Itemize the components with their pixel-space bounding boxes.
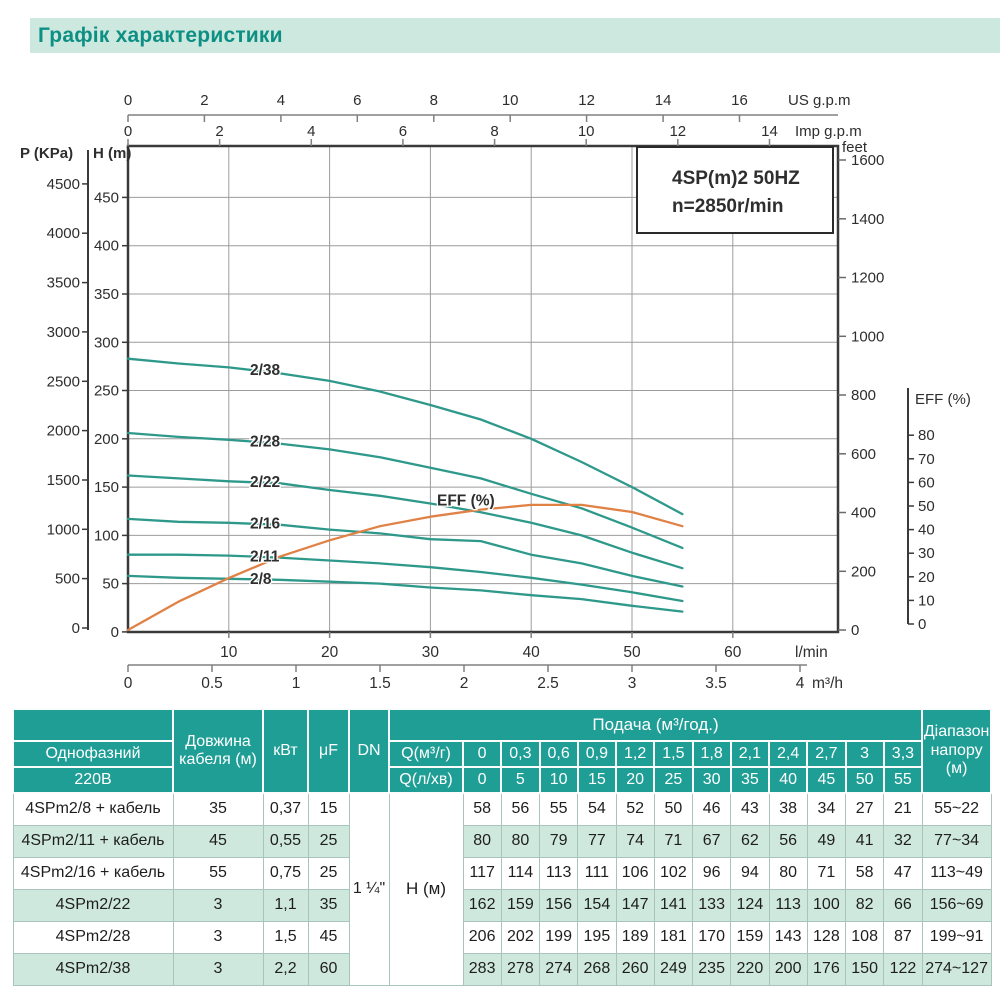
cell-head-value: 159 bbox=[501, 889, 539, 921]
chart-info-box bbox=[637, 147, 833, 233]
header-q-lmin-label: Q(л/хв) bbox=[389, 767, 463, 793]
header-q-lmin-value: 0 bbox=[463, 767, 501, 793]
header-q-lmin-value: 45 bbox=[807, 767, 845, 793]
cell-head-value: 74 bbox=[616, 825, 654, 857]
cell-head-value: 41 bbox=[846, 825, 884, 857]
svg-text:50: 50 bbox=[918, 498, 935, 515]
svg-text:6: 6 bbox=[353, 92, 362, 109]
table-row bbox=[13, 953, 991, 985]
header-phase-bottom: 220В bbox=[13, 767, 173, 793]
cell-head-value: 147 bbox=[616, 889, 654, 921]
svg-text:50: 50 bbox=[623, 644, 641, 661]
cell-model: 4SPm2/11 + кабель bbox=[13, 825, 173, 857]
cell-uf: 25 bbox=[308, 825, 349, 857]
cell-head-value: 56 bbox=[501, 793, 539, 825]
svg-text:0: 0 bbox=[918, 616, 927, 633]
svg-text:3000: 3000 bbox=[46, 323, 80, 341]
axis-feet bbox=[838, 139, 884, 639]
cell-head-value: 159 bbox=[731, 921, 769, 953]
axis-eff bbox=[908, 388, 971, 633]
svg-text:2: 2 bbox=[215, 123, 224, 140]
svg-text:10: 10 bbox=[501, 92, 519, 109]
svg-text:2/11: 2/11 bbox=[250, 548, 280, 566]
table-header-row-qlmin bbox=[13, 767, 991, 793]
axis-m3h bbox=[124, 665, 843, 692]
svg-text:EFF (%): EFF (%) bbox=[437, 492, 495, 510]
svg-text:m³/h: m³/h bbox=[812, 675, 843, 692]
header-q-lmin-value: 25 bbox=[654, 767, 692, 793]
svg-text:14: 14 bbox=[654, 92, 672, 109]
table-row bbox=[13, 793, 991, 825]
cell-head-value: 79 bbox=[540, 825, 578, 857]
svg-text:60: 60 bbox=[918, 474, 935, 492]
header-q-lmin-value: 15 bbox=[578, 767, 616, 793]
cell-head-range: 274~127 bbox=[922, 953, 991, 985]
header-phase-top: Однофазний bbox=[13, 741, 173, 767]
cell-kw: 1,5 bbox=[263, 921, 308, 953]
cell-head-value: 189 bbox=[616, 921, 654, 953]
cell-head-value: 34 bbox=[807, 793, 845, 825]
header-q-lmin-value: 30 bbox=[693, 767, 731, 793]
header-q-m3-value: 0,3 bbox=[501, 741, 539, 767]
cell-head-range: 156~69 bbox=[922, 889, 991, 921]
svg-text:30: 30 bbox=[918, 545, 935, 563]
header-q-lmin-value: 40 bbox=[769, 767, 807, 793]
cell-cable-length: 3 bbox=[173, 921, 263, 953]
cell-head-value: 43 bbox=[731, 793, 769, 825]
cell-model: 4SPm2/8 + кабель bbox=[13, 793, 173, 825]
svg-text:l/min: l/min bbox=[795, 644, 828, 661]
svg-text:2.5: 2.5 bbox=[537, 675, 559, 692]
header-q-lmin-value: 55 bbox=[884, 767, 922, 793]
svg-text:4: 4 bbox=[307, 123, 316, 140]
svg-text:100: 100 bbox=[93, 527, 119, 545]
table-row bbox=[13, 825, 991, 857]
svg-text:300: 300 bbox=[93, 334, 119, 352]
cell-head-value: 58 bbox=[846, 857, 884, 889]
svg-text:n=2850r/min: n=2850r/min bbox=[672, 196, 784, 217]
axis-lmin bbox=[220, 632, 828, 661]
cell-head-value: 249 bbox=[654, 953, 692, 985]
cell-uf: 45 bbox=[308, 921, 349, 953]
svg-text:1500: 1500 bbox=[46, 472, 80, 489]
header-phase-spacer bbox=[13, 709, 173, 741]
svg-text:H (m): H (m) bbox=[93, 145, 132, 162]
svg-text:14: 14 bbox=[761, 123, 778, 140]
svg-text:70: 70 bbox=[918, 450, 935, 468]
cell-head-value: 150 bbox=[846, 953, 884, 985]
cell-head-value: 108 bbox=[846, 921, 884, 953]
header-kw: кВт bbox=[263, 709, 308, 793]
svg-text:60: 60 bbox=[724, 644, 742, 661]
cell-cable-length: 35 bbox=[173, 793, 263, 825]
cell-head-value: 122 bbox=[884, 953, 922, 985]
svg-text:0: 0 bbox=[851, 622, 860, 639]
header-q-m3-value: 0,6 bbox=[540, 741, 578, 767]
svg-text:1600: 1600 bbox=[851, 152, 885, 169]
cell-head-value: 141 bbox=[654, 889, 692, 921]
table-row bbox=[13, 921, 991, 953]
svg-text:40: 40 bbox=[918, 521, 935, 539]
svg-text:2: 2 bbox=[459, 675, 469, 692]
svg-text:4: 4 bbox=[276, 92, 286, 109]
cell-head-value: 260 bbox=[616, 953, 654, 985]
svg-text:0: 0 bbox=[123, 92, 133, 109]
cell-head-value: 54 bbox=[578, 793, 616, 825]
cell-head-value: 274 bbox=[540, 953, 578, 985]
header-q-lmin-value: 50 bbox=[846, 767, 884, 793]
cell-kw: 1,1 bbox=[263, 889, 308, 921]
header-q-m3-value: 2,4 bbox=[769, 741, 807, 767]
cell-head-value: 133 bbox=[693, 889, 731, 921]
svg-text:4000: 4000 bbox=[46, 225, 80, 243]
header-q-m3-value: 1,5 bbox=[654, 741, 692, 767]
cell-head-range: 113~49 bbox=[922, 857, 991, 889]
cell-head-value: 156 bbox=[540, 889, 578, 921]
header-head-range: Діапазон напору (м) bbox=[922, 709, 991, 793]
svg-text:6: 6 bbox=[398, 123, 408, 140]
axis-imp-gpm bbox=[124, 123, 862, 146]
cell-head-value: 128 bbox=[807, 921, 845, 953]
cell-uf: 15 bbox=[308, 793, 349, 825]
cell-uf: 60 bbox=[308, 953, 349, 985]
svg-text:0: 0 bbox=[71, 620, 80, 637]
header-q-m3-value: 2,7 bbox=[807, 741, 845, 767]
header-flow-title: Подача (м³/год.) bbox=[389, 709, 922, 741]
svg-text:0: 0 bbox=[123, 123, 133, 140]
cell-h-label: Н (м) bbox=[389, 793, 463, 985]
svg-text:8: 8 bbox=[490, 123, 499, 140]
cell-head-value: 56 bbox=[769, 825, 807, 857]
svg-text:EFF (%): EFF (%) bbox=[915, 391, 971, 408]
svg-text:1.5: 1.5 bbox=[369, 675, 391, 692]
cell-head-value: 113 bbox=[769, 889, 807, 921]
cell-head-value: 206 bbox=[463, 921, 501, 953]
header-dn: DN bbox=[349, 709, 389, 793]
cell-head-value: 114 bbox=[501, 857, 539, 889]
svg-text:12: 12 bbox=[578, 92, 595, 109]
cell-head-value: 176 bbox=[807, 953, 845, 985]
svg-text:3.5: 3.5 bbox=[705, 675, 727, 692]
header-cable-length: Довжина кабеля (м) bbox=[173, 709, 263, 793]
cell-kw: 2,2 bbox=[263, 953, 308, 985]
svg-text:80: 80 bbox=[918, 427, 935, 445]
cell-model: 4SPm2/16 + кабель bbox=[13, 857, 173, 889]
page-title: Графік характеристики bbox=[38, 23, 283, 47]
cell-head-value: 100 bbox=[807, 889, 845, 921]
cell-uf: 25 bbox=[308, 857, 349, 889]
table-header-row-flow bbox=[13, 709, 991, 741]
svg-text:feet: feet bbox=[842, 139, 868, 156]
cell-head-value: 47 bbox=[884, 857, 922, 889]
cell-kw: 0,55 bbox=[263, 825, 308, 857]
cell-cable-length: 3 bbox=[173, 889, 263, 921]
pump-spec-table bbox=[12, 708, 992, 986]
svg-text:8: 8 bbox=[429, 92, 438, 109]
cell-head-value: 199 bbox=[540, 921, 578, 953]
cell-head-value: 268 bbox=[578, 953, 616, 985]
cell-model: 4SPm2/22 bbox=[13, 889, 173, 921]
axis-p-kpa bbox=[20, 145, 88, 637]
cell-cable-length: 45 bbox=[173, 825, 263, 857]
cell-head-value: 66 bbox=[884, 889, 922, 921]
svg-text:1400: 1400 bbox=[851, 210, 885, 228]
svg-text:2/16: 2/16 bbox=[250, 515, 281, 533]
svg-text:250: 250 bbox=[93, 382, 119, 400]
cell-head-value: 278 bbox=[501, 953, 539, 985]
svg-text:350: 350 bbox=[93, 286, 119, 303]
svg-text:2/22: 2/22 bbox=[250, 474, 281, 492]
cell-head-value: 94 bbox=[731, 857, 769, 889]
cell-head-value: 27 bbox=[846, 793, 884, 825]
header-q-m3-value: 1,8 bbox=[693, 741, 731, 767]
svg-text:10: 10 bbox=[918, 592, 935, 610]
svg-text:2: 2 bbox=[200, 92, 209, 109]
cell-head-value: 52 bbox=[616, 793, 654, 825]
svg-text:200: 200 bbox=[93, 430, 119, 448]
cell-head-value: 102 bbox=[654, 857, 692, 889]
svg-text:0: 0 bbox=[123, 675, 133, 692]
cell-kw: 0,37 bbox=[263, 793, 308, 825]
cell-head-value: 113 bbox=[540, 857, 578, 889]
cell-head-value: 55 bbox=[540, 793, 578, 825]
cell-head-value: 220 bbox=[731, 953, 769, 985]
header-q-lmin-value: 5 bbox=[501, 767, 539, 793]
cell-head-value: 235 bbox=[693, 953, 731, 985]
cell-head-range: 199~91 bbox=[922, 921, 991, 953]
svg-text:16: 16 bbox=[731, 92, 748, 109]
svg-text:450: 450 bbox=[93, 189, 119, 207]
cell-model: 4SPm2/38 bbox=[13, 953, 173, 985]
cell-head-value: 154 bbox=[578, 889, 616, 921]
cell-head-value: 170 bbox=[693, 921, 731, 953]
cell-head-value: 67 bbox=[693, 825, 731, 857]
cell-head-value: 96 bbox=[693, 857, 731, 889]
header-q-lmin-value: 20 bbox=[616, 767, 654, 793]
svg-text:30: 30 bbox=[421, 644, 440, 661]
table-row bbox=[13, 857, 991, 889]
cell-head-value: 111 bbox=[578, 857, 616, 889]
svg-text:600: 600 bbox=[851, 445, 877, 463]
svg-text:3: 3 bbox=[627, 675, 637, 692]
svg-text:2/38: 2/38 bbox=[250, 361, 281, 379]
svg-text:1200: 1200 bbox=[851, 269, 885, 287]
cell-head-value: 80 bbox=[501, 825, 539, 857]
header-q-lmin-value: 10 bbox=[540, 767, 578, 793]
axis-us-gpm bbox=[124, 92, 851, 122]
cell-head-value: 202 bbox=[501, 921, 539, 953]
header-q-m3-value: 2,1 bbox=[731, 741, 769, 767]
svg-text:200: 200 bbox=[851, 563, 877, 581]
cell-head-value: 49 bbox=[807, 825, 845, 857]
cell-head-value: 87 bbox=[884, 921, 922, 953]
svg-text:P (KPa): P (KPa) bbox=[20, 145, 74, 162]
svg-text:12: 12 bbox=[669, 123, 687, 140]
head-curves bbox=[128, 359, 682, 612]
cell-head-range: 55~22 bbox=[922, 793, 991, 825]
svg-text:2000: 2000 bbox=[46, 422, 80, 440]
svg-text:2/8: 2/8 bbox=[250, 571, 272, 589]
cell-head-value: 71 bbox=[654, 825, 692, 857]
svg-text:4SP(m)2 50HZ: 4SP(m)2 50HZ bbox=[672, 168, 800, 189]
table-row bbox=[13, 889, 991, 921]
cell-head-value: 80 bbox=[463, 825, 501, 857]
header-q-m3-value: 3 bbox=[846, 741, 884, 767]
pump-performance-chart bbox=[0, 80, 1000, 705]
svg-text:20: 20 bbox=[918, 568, 935, 586]
page-title-band bbox=[30, 18, 1000, 53]
cell-head-value: 46 bbox=[693, 793, 731, 825]
cell-head-value: 143 bbox=[769, 921, 807, 953]
cell-head-value: 50 bbox=[654, 793, 692, 825]
svg-text:1: 1 bbox=[291, 675, 301, 692]
svg-text:4: 4 bbox=[795, 675, 805, 692]
cell-model: 4SPm2/28 bbox=[13, 921, 173, 953]
header-q-m3-value: 3,3 bbox=[884, 741, 922, 767]
svg-text:800: 800 bbox=[851, 387, 877, 404]
svg-text:3500: 3500 bbox=[46, 274, 80, 292]
cell-head-value: 106 bbox=[616, 857, 654, 889]
cell-head-range: 77~34 bbox=[922, 825, 991, 857]
cell-head-value: 71 bbox=[807, 857, 845, 889]
table-header-row-qm3 bbox=[13, 741, 991, 767]
cell-head-value: 80 bbox=[769, 857, 807, 889]
cell-head-value: 21 bbox=[884, 793, 922, 825]
svg-text:US g.p.m: US g.p.m bbox=[788, 92, 851, 109]
cell-head-value: 58 bbox=[463, 793, 501, 825]
header-q-m3-value: 0,9 bbox=[578, 741, 616, 767]
svg-text:0.5: 0.5 bbox=[201, 675, 223, 692]
axis-h-m bbox=[93, 145, 131, 641]
svg-text:400: 400 bbox=[93, 237, 119, 255]
header-q-m3-label: Q(м³/г) bbox=[389, 741, 463, 767]
cell-head-value: 283 bbox=[463, 953, 501, 985]
header-uf: μF bbox=[308, 709, 349, 793]
cell-uf: 35 bbox=[308, 889, 349, 921]
header-q-lmin-value: 35 bbox=[731, 767, 769, 793]
svg-text:1000: 1000 bbox=[46, 521, 80, 539]
cell-head-value: 117 bbox=[463, 857, 501, 889]
cell-head-value: 77 bbox=[578, 825, 616, 857]
cell-head-value: 38 bbox=[769, 793, 807, 825]
svg-text:2500: 2500 bbox=[46, 373, 80, 391]
cell-head-value: 32 bbox=[884, 825, 922, 857]
cell-head-value: 195 bbox=[578, 921, 616, 953]
cell-head-value: 181 bbox=[654, 921, 692, 953]
svg-text:Imp g.p.m: Imp g.p.m bbox=[795, 123, 862, 140]
header-q-m3-value: 0 bbox=[463, 741, 501, 767]
cell-cable-length: 3 bbox=[173, 953, 263, 985]
cell-head-value: 162 bbox=[463, 889, 501, 921]
svg-text:4500: 4500 bbox=[46, 175, 80, 193]
svg-text:2/28: 2/28 bbox=[250, 433, 281, 451]
svg-text:400: 400 bbox=[851, 504, 877, 522]
cell-kw: 0,75 bbox=[263, 857, 308, 889]
svg-text:0: 0 bbox=[110, 623, 119, 641]
cell-head-value: 124 bbox=[731, 889, 769, 921]
cell-head-value: 62 bbox=[731, 825, 769, 857]
svg-text:20: 20 bbox=[320, 644, 339, 661]
cell-cable-length: 55 bbox=[173, 857, 263, 889]
cell-dn-value: 1 ¼" bbox=[349, 793, 389, 985]
svg-text:40: 40 bbox=[522, 644, 540, 661]
cell-head-value: 82 bbox=[846, 889, 884, 921]
cell-head-value: 200 bbox=[769, 953, 807, 985]
svg-text:10: 10 bbox=[577, 123, 595, 140]
svg-text:10: 10 bbox=[220, 644, 238, 661]
svg-text:1000: 1000 bbox=[851, 328, 885, 346]
svg-text:500: 500 bbox=[54, 570, 80, 588]
header-q-m3-value: 1,2 bbox=[616, 741, 654, 767]
svg-text:50: 50 bbox=[102, 575, 119, 593]
svg-text:150: 150 bbox=[93, 479, 119, 497]
